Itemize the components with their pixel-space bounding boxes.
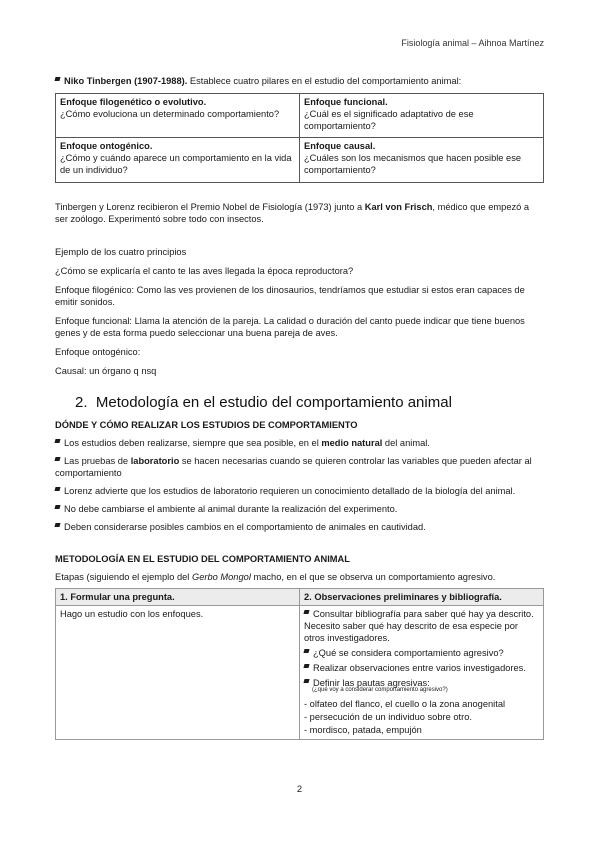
list-item	[304, 647, 539, 659]
table-row	[56, 138, 544, 182]
frisch-name: Karl von Frisch	[364, 201, 433, 212]
bullet-laboratorio	[55, 455, 544, 479]
ejemplo-filogenico: Enfoque filogénico: Como las ves provienen de los dinosaurios, tendríamos que estudiar si estos eran capaces de emitir sonidos.	[55, 284, 525, 307]
enfoque-causal-cell	[300, 138, 544, 182]
bullet-cautividad	[55, 521, 544, 533]
page-header: Fisiología animal – Aihnoa Martínez	[401, 38, 544, 48]
nobel-text: Tinbergen y Lorenz recibieron el Premio Nobel de Fisiología (1973) junto a	[55, 201, 365, 212]
table-row	[56, 94, 544, 138]
dash-item: - mordisco, patada, empujón	[304, 725, 422, 736]
enfoque-question: ¿Cuál es el significado adaptativo de ese comportamiento?	[304, 109, 474, 132]
enfoque-title: Enfoque funcional.	[304, 97, 388, 108]
observaciones-cell	[300, 605, 544, 740]
cell-text: Hago un estudio con los enfoques.	[60, 608, 204, 619]
bullet-ambiente	[55, 503, 544, 515]
enfoque-question: ¿Cómo evoluciona un determinado comportamiento?	[60, 109, 280, 120]
bullet-icon	[55, 457, 61, 463]
list-item	[304, 608, 539, 644]
bullet-icon	[55, 439, 61, 445]
dash-item: - olfateo del flanco, el cuello o la zona anogenital	[304, 698, 506, 709]
bullet-icon	[304, 649, 310, 655]
bullet-text-end: se hacen necesarias cuando se quieren controlar las variables que pueden afectar al comportamiento	[55, 455, 532, 479]
tinbergen-intro	[55, 75, 544, 87]
list-item-text: Definir las pautas agresivas:	[313, 678, 430, 688]
bullet-icon	[304, 664, 310, 670]
tinbergen-text: Establece cuatro pilares en el estudio del comportamiento animal:	[187, 76, 462, 86]
dash-item: - persecución de un individuo sobre otro.	[304, 711, 472, 722]
list-item-note: (¿qué voy a considerar comportamiento agresivo?)	[312, 687, 448, 694]
bullet-text: Las pruebas de	[64, 455, 131, 466]
bullet-bold: medio natural	[321, 437, 383, 448]
nobel-paragraph	[55, 201, 544, 225]
metodologia-title: METODOLOGÍA EN EL ESTUDIO DEL COMPORTAMIENTO ANIMAL	[55, 554, 350, 565]
bullet-text: No debe cambiarse el ambiente al animal durante la realización del experimento.	[64, 504, 398, 515]
bullet-text: Deben considerarse posibles cambios en el comportamiento de animales en cautividad.	[64, 522, 426, 533]
list-item	[304, 662, 539, 674]
section-heading	[75, 393, 544, 413]
bullet-text: Los estudios deben realizarse, siempre que sea posible, en el	[64, 437, 322, 448]
enfoque-title: Enfoque causal.	[304, 141, 376, 152]
bullet-icon	[304, 610, 310, 616]
tinbergen-name: Niko Tinbergen (1907-1988).	[64, 76, 188, 86]
metodologia-table	[55, 588, 544, 741]
species-name: Gerbo Mongol	[191, 572, 251, 583]
ejemplo-ontogenico: Enfoque ontogénico:	[55, 347, 141, 358]
etapas-text: Etapas (siguiendo el ejemplo del	[55, 572, 192, 583]
page-number: 2	[296, 784, 303, 794]
page-content	[55, 75, 544, 740]
formular-cell	[56, 605, 300, 740]
bullet-medio-natural	[55, 437, 544, 449]
bullet-icon	[55, 77, 61, 83]
enfoque-question: ¿Cuáles son los mecanismos que hacen posible ese comportamiento?	[304, 153, 522, 176]
ejemplo-title: Ejemplo de los cuatro principios	[55, 246, 187, 257]
bullet-text-end: del animal.	[382, 437, 430, 448]
enfoque-title: Enfoque ontogénico.	[60, 141, 153, 152]
etapas-intro	[55, 571, 544, 583]
etapas-text-end: macho, en el que se observa un comportamiento agresivo.	[250, 572, 496, 583]
column-header: 2. Observaciones preliminares y bibliografía.	[300, 588, 544, 605]
list-item-text: ¿Qué se considera comportamiento agresivo?	[313, 647, 504, 658]
column-header: 1. Formular una pregunta.	[56, 588, 300, 605]
list-item-text: Consultar bibliografía para saber qué hay ya descrito. Necesito saber qué hay descrito de esa especie por otros investigadores.	[304, 608, 534, 643]
bullet-lorenz	[55, 485, 544, 497]
bullet-bold: laboratorio	[130, 455, 180, 466]
section-title: Metodología en el estudio del comportamiento animal	[95, 394, 452, 412]
enfoques-table	[55, 93, 544, 182]
bullet-icon	[55, 487, 61, 493]
enfoque-ontogenico-cell	[56, 138, 300, 182]
bullet-icon	[304, 679, 310, 685]
bullet-text: Lorenz advierte que los estudios de laboratorio requieren un conocimiento detallado de la biología del animal.	[64, 486, 516, 497]
enfoque-filogenetico-cell	[56, 94, 300, 138]
list-item-text: Realizar observaciones entre varios investigadores.	[313, 662, 526, 673]
ejemplo-question: ¿Cómo se explicaría el canto te las aves llegada la época reproductora?	[55, 265, 354, 276]
table-header-row	[56, 588, 544, 605]
section-subtitle: DÓNDE Y CÓMO REALIZAR LOS ESTUDIOS DE COMPORTAMIENTO	[55, 419, 358, 430]
enfoque-title: Enfoque filogenético o evolutivo.	[60, 97, 207, 108]
nobel-text-end: , médico que empezó a ser zoólogo. Experimentó sobre todo con insectos.	[55, 201, 530, 224]
ejemplo-causal: Causal: un órgano q nsq	[55, 366, 157, 377]
table-row	[56, 605, 544, 740]
bullet-icon	[55, 523, 61, 529]
enfoque-question: ¿Cómo y cuándo aparece un comportamiento en la vida de un individuo?	[60, 153, 292, 176]
section-number: 2.	[75, 394, 88, 412]
ejemplo-funcional: Enfoque funcional: Llama la atención de la pareja. La calidad o duración del canto puede indicar que tiene buenos genes y de esta forma puedo seleccionar una buena pareja de aves.	[55, 316, 525, 339]
enfoque-funcional-cell	[300, 94, 544, 138]
bullet-icon	[55, 505, 61, 511]
